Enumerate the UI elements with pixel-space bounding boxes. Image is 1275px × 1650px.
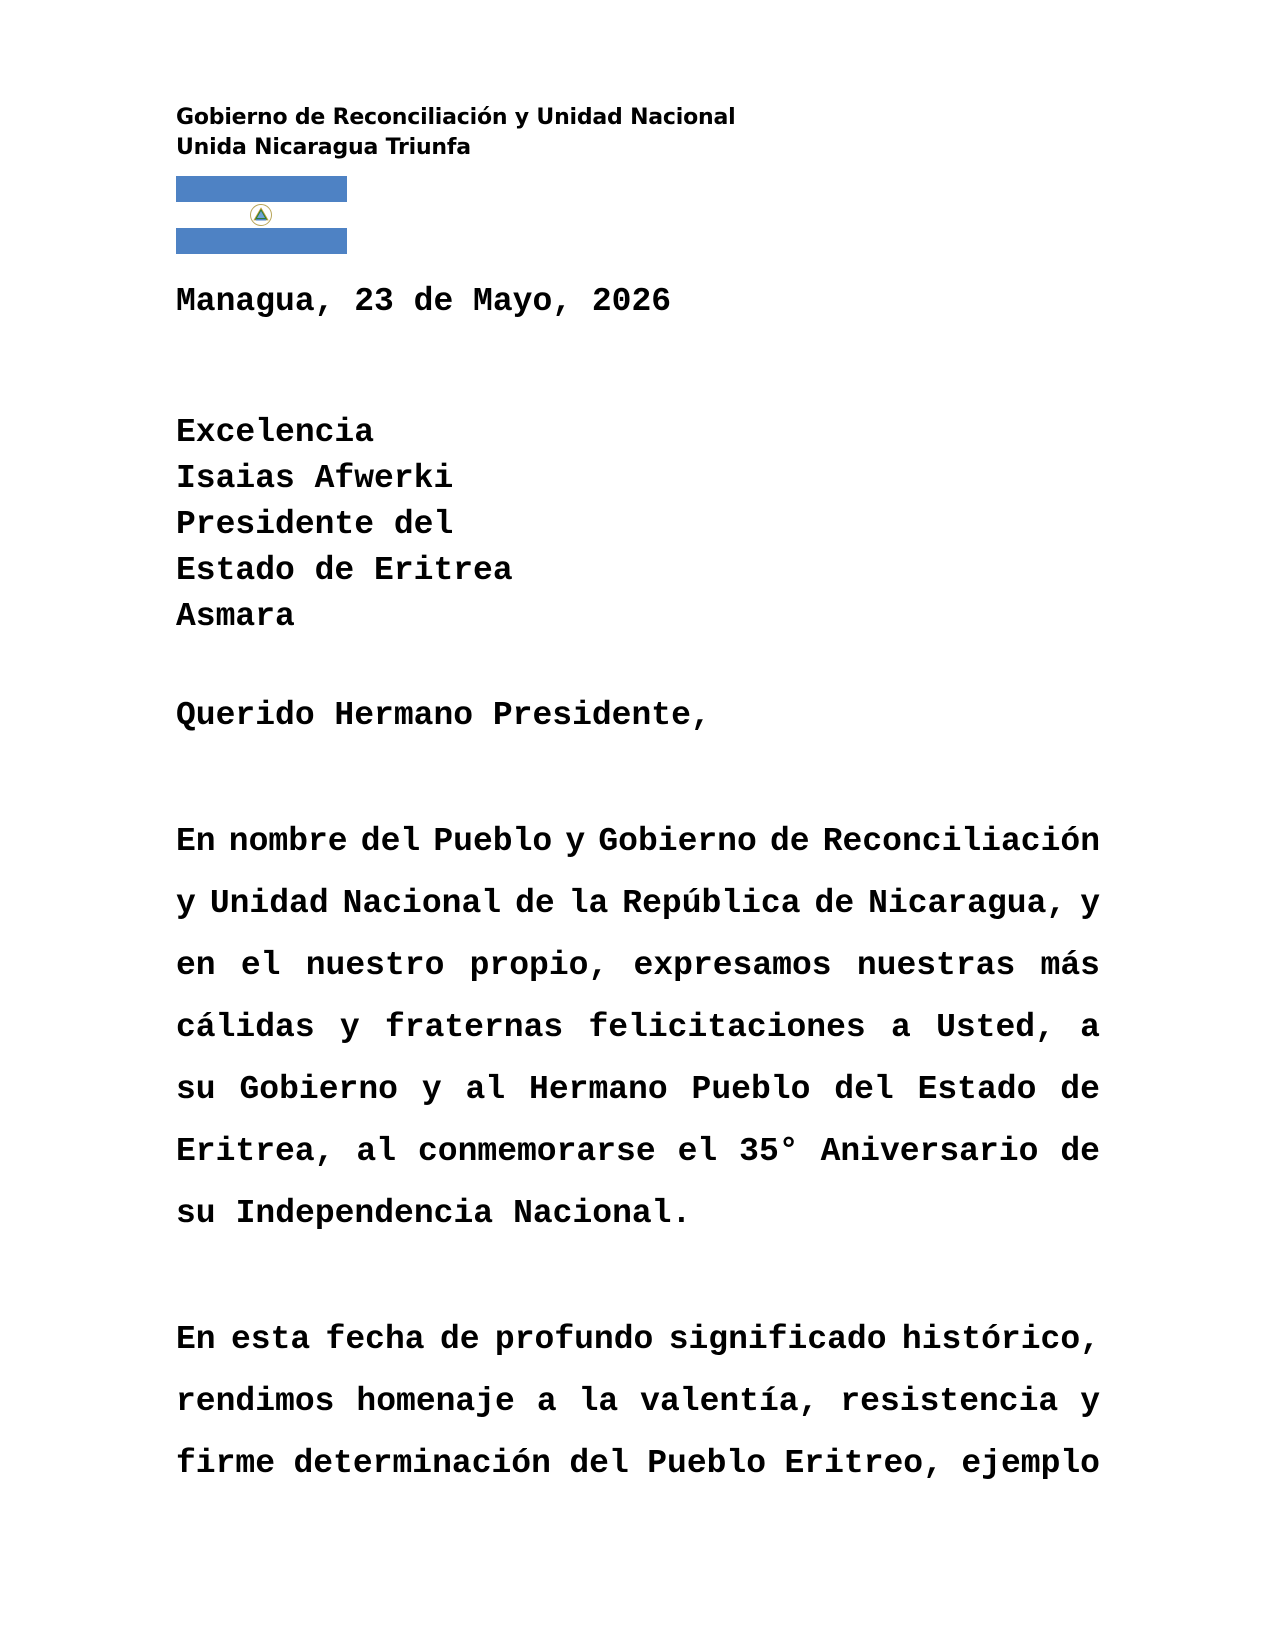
word: Nacional: [342, 885, 502, 922]
word: fecha: [325, 1321, 425, 1358]
word: Independencia: [235, 1195, 494, 1232]
word: más: [1040, 947, 1100, 984]
flag-stripe-top: [176, 176, 347, 202]
word: de: [439, 1321, 480, 1358]
paragraph-line: [176, 1444, 1100, 1506]
flag-stripe-bottom: [176, 228, 347, 254]
word: al: [356, 1133, 397, 1170]
word: 35°: [739, 1133, 799, 1170]
word: homenaje: [356, 1383, 515, 1420]
word: esta: [230, 1321, 311, 1358]
word: del: [569, 1445, 629, 1482]
word: y: [176, 885, 196, 922]
word: Estado: [917, 1071, 1037, 1108]
word: resistencia: [840, 1383, 1059, 1420]
nicaragua-flag: [176, 176, 347, 254]
word: significado: [668, 1321, 887, 1358]
word: su: [176, 1195, 216, 1232]
word: de: [814, 885, 855, 922]
recipient-line: Estado de Eritrea: [176, 552, 513, 589]
word: la: [568, 885, 609, 922]
word: su: [176, 1071, 216, 1108]
word: firme: [176, 1445, 276, 1482]
word: la: [578, 1383, 619, 1420]
letterhead-government-name: Gobierno de Reconciliación y Unidad Nacional: [176, 105, 736, 130]
paragraph-line: [176, 1070, 1100, 1132]
word: propio,: [469, 947, 609, 984]
nicaragua-coat-of-arms-icon: [248, 203, 274, 227]
word: felicitaciones: [588, 1009, 866, 1046]
word: ejemplo: [961, 1445, 1100, 1482]
recipient-block: [176, 410, 513, 640]
word: Hermano: [529, 1071, 668, 1108]
word: República: [622, 885, 801, 922]
word: del: [834, 1071, 894, 1108]
word: Reconciliación: [822, 823, 1100, 860]
paragraph-line: [176, 822, 1100, 884]
word: Pueblo: [691, 1071, 811, 1108]
word: cálidas: [176, 1009, 315, 1046]
letterhead-slogan: Unida Nicaragua Triunfa: [176, 135, 471, 160]
word: Unidad: [209, 885, 329, 922]
word: Aniversario: [820, 1133, 1039, 1170]
word: de: [769, 823, 810, 860]
paragraph-line: [176, 884, 1100, 946]
paragraph-line: [176, 946, 1100, 1008]
word: a: [1080, 1009, 1100, 1046]
word: profundo: [494, 1321, 654, 1358]
paragraph-line: [176, 1008, 1100, 1070]
word: Pueblo: [433, 823, 553, 860]
word: En: [176, 1321, 216, 1358]
salutation: Querido Hermano Presidente,: [176, 697, 711, 734]
word: fraternas: [384, 1009, 564, 1046]
paragraph-congratulations: [176, 822, 1100, 1256]
recipient-line: Excelencia: [176, 414, 375, 451]
word: Usted,: [936, 1009, 1055, 1046]
word: nuestro: [305, 947, 445, 984]
word: valentía,: [640, 1383, 819, 1420]
recipient-line: Asmara: [176, 598, 295, 635]
word: nombre: [228, 823, 348, 860]
word: el: [240, 947, 281, 984]
word: de: [1060, 1133, 1100, 1170]
word: a: [536, 1383, 557, 1420]
word: y: [1080, 885, 1100, 922]
word: y: [421, 1071, 442, 1108]
word: Eritreo,: [784, 1445, 943, 1482]
recipient-line: Isaias Afwerki: [176, 460, 454, 497]
paragraph-line: [176, 1194, 1100, 1256]
word: el: [677, 1133, 718, 1170]
word: de: [515, 885, 555, 922]
word: Nicaragua,: [868, 885, 1067, 922]
word: Eritrea,: [176, 1133, 335, 1170]
word: Gobierno: [239, 1071, 398, 1108]
word: y: [565, 823, 586, 860]
word: Nacional.: [513, 1195, 692, 1232]
word: y: [339, 1009, 360, 1046]
word: de: [1060, 1071, 1100, 1108]
word: a: [890, 1009, 911, 1046]
word: determinación: [293, 1445, 551, 1482]
word: En: [176, 823, 216, 860]
word: Pueblo: [647, 1445, 767, 1482]
paragraph-homage: [176, 1320, 1100, 1506]
word: nuestras: [856, 947, 1016, 984]
word: en: [176, 947, 216, 984]
paragraph-line: [176, 1320, 1100, 1382]
word: histórico,: [901, 1321, 1100, 1358]
paragraph-line: [176, 1382, 1100, 1444]
word: Gobierno: [598, 823, 757, 860]
word: y: [1080, 1383, 1100, 1420]
word: conmemorarse: [417, 1133, 656, 1170]
paragraph-line: [176, 1132, 1100, 1194]
word: expresamos: [633, 947, 832, 984]
word: rendimos: [176, 1383, 335, 1420]
letter-date: Managua, 23 de Mayo, 2026: [176, 283, 672, 320]
word: del: [360, 823, 421, 860]
letterhead: [176, 103, 735, 163]
recipient-line: Presidente del: [176, 506, 454, 543]
word: al: [465, 1071, 506, 1108]
